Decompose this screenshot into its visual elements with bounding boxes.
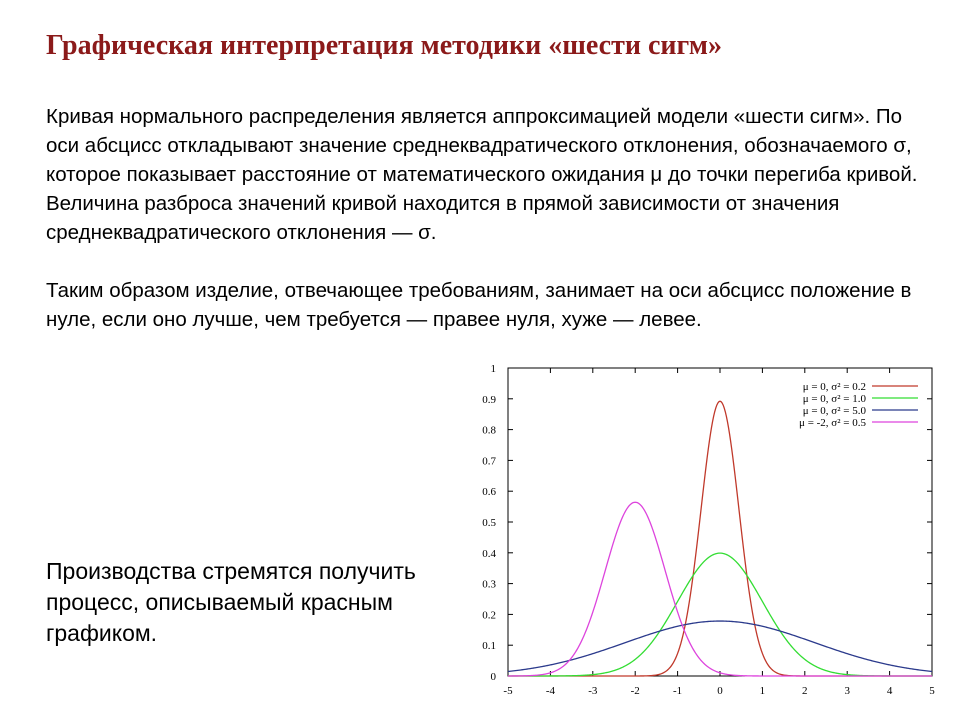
x-tick-label: -3 bbox=[588, 685, 598, 697]
y-tick-label: 0.9 bbox=[482, 393, 496, 406]
x-tick-label: 4 bbox=[886, 685, 893, 697]
y-tick-label: 0.2 bbox=[482, 609, 496, 622]
x-tick-label: 5 bbox=[929, 685, 935, 697]
y-tick-label: 0.7 bbox=[482, 455, 496, 468]
y-tick-label: 0 bbox=[490, 671, 496, 683]
legend-label-1: μ = 0, σ² = 0.2 bbox=[802, 381, 866, 393]
series-line-1 bbox=[508, 401, 932, 676]
legend-label-2: μ = 0, σ² = 1.0 bbox=[802, 393, 866, 405]
paragraph-position: Таким образом изделие, отвечающее требованиям, занимает на оси абсцисс положение в нуле, если оно лучше, чем требуется — правее нуля, хуже — левее. bbox=[46, 279, 912, 331]
x-tick-label: -2 bbox=[630, 685, 640, 697]
y-tick-label: 0.3 bbox=[482, 578, 496, 591]
legend-label-4: μ = -2, σ² = 0.5 bbox=[799, 417, 866, 429]
x-tick-label: -4 bbox=[545, 685, 555, 697]
chart-svg bbox=[456, 350, 950, 700]
production-note: Производства стремятся получить процесс, описываемый красным графиком. bbox=[46, 558, 416, 646]
plot-frame bbox=[508, 368, 932, 676]
paragraph-definition: Кривая нормального распределения является аппроксимацией модели «шести сигм». По оси абсцисс откладывают значение среднеквадратического отклонения, обозначаемого σ, которое показывает расстояние от математического ожидания μ до точки перегиба кривой. Величина разброса значений кривой находится в прямой зависимости от значения среднеквадратического отклонения — σ. bbox=[46, 105, 918, 244]
x-tick-label: 3 bbox=[844, 685, 850, 697]
y-tick-label: 0.8 bbox=[482, 424, 496, 437]
x-tick-label: 0 bbox=[717, 685, 723, 697]
slide-title: Графическая интерпретация методики «шести сигм» bbox=[46, 30, 722, 61]
y-tick-label: 0.6 bbox=[482, 486, 496, 499]
series-line-4 bbox=[508, 502, 932, 676]
x-tick-label: 2 bbox=[802, 685, 808, 697]
normal-distribution-chart bbox=[456, 350, 950, 700]
y-tick-label: 0.1 bbox=[482, 640, 496, 653]
x-tick-label: 1 bbox=[759, 685, 766, 697]
y-tick-label: 0.4 bbox=[482, 547, 496, 560]
y-tick-label: 1 bbox=[490, 363, 496, 375]
legend-label-3: μ = 0, σ² = 5.0 bbox=[802, 405, 866, 417]
y-tick-label: 0.5 bbox=[482, 517, 496, 529]
x-tick-label: -1 bbox=[673, 685, 683, 697]
series-line-3 bbox=[508, 621, 932, 671]
x-tick-label: -5 bbox=[503, 685, 513, 697]
